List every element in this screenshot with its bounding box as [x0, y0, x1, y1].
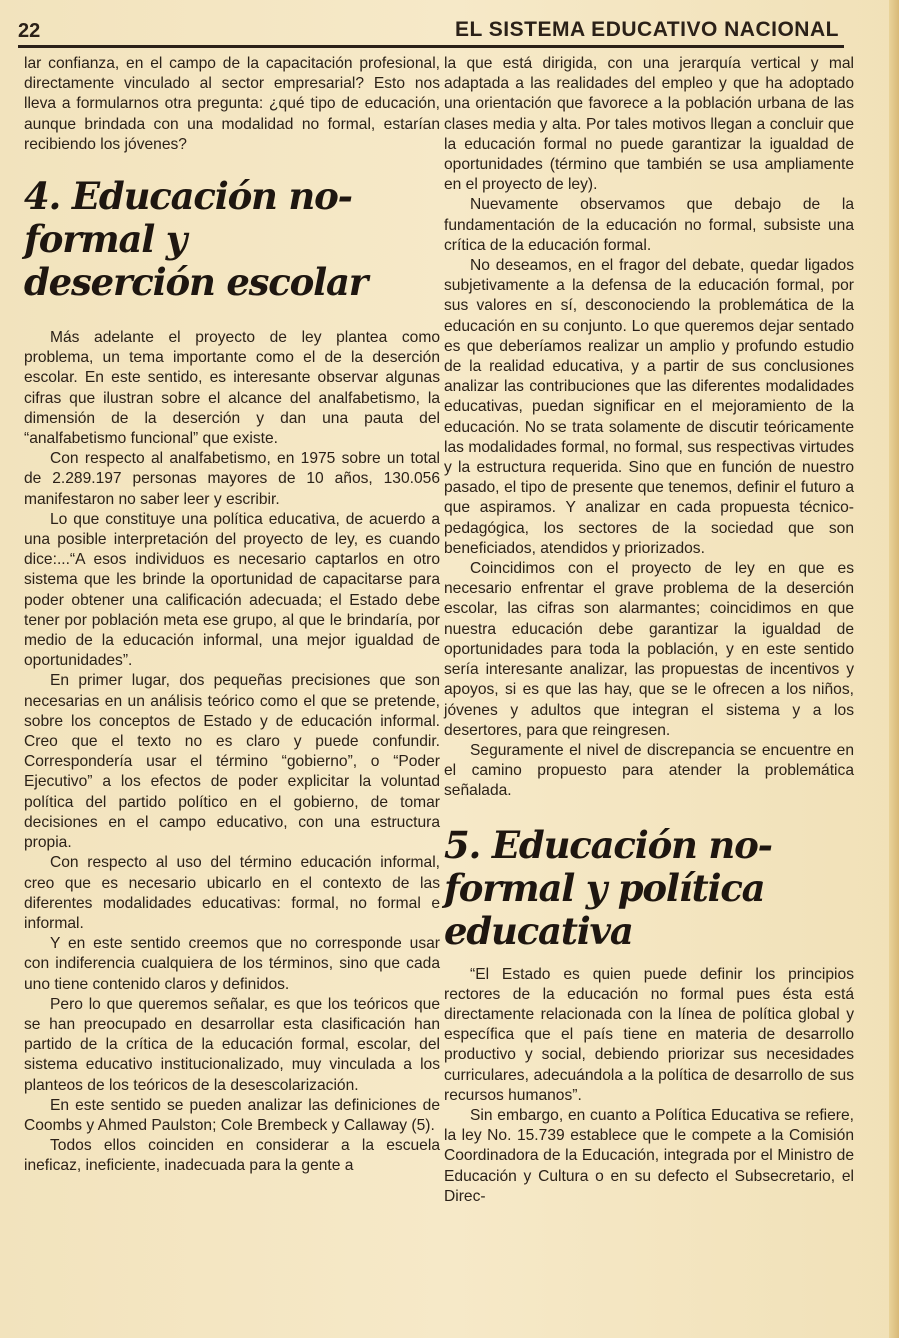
paragraph: Seguramente el nivel de discrepancia se encuentre en el camino propuesto para atender la problemática señalada.: [444, 741, 854, 800]
paragraph: En este sentido se pueden analizar las definiciones de Coombs y Ahmed Paulston; Cole Brembeck y Callaway (5).: [24, 1096, 440, 1134]
paragraph: Coincidimos con el proyecto de ley en que es necesario enfrentar el grave problema de la deserción escolar, las cifras son alarmantes; coincidimos en que nuestra educación debe garantizar la igualdad de oportunidades para toda la población, y en este sentido sería interesante analizar, las propuestas de incentivos y apoyos, si es que las hay, que se le ofrecen a los niños, jóvenes y adultos que integran el sistema y a los desertores, para que reingresen.: [444, 560, 854, 739]
paragraph: No deseamos, en el fragor del debate, quedar ligados subjetivamente a la defensa de la educación formal, por sus valores en sí, desconociendo la problemática de la educación en su conjunto. Lo que queremos dejar sentado es que deberíamos realizar un amplio y profundo estudio de la realidad educativa, y a partir de sus conclusiones analizar las contribuciones que las diferentes modalidades educativas, puedan significar en el mejoramiento de la educación. No se trata solamente de discutir teóricamente las modalidades formal, no formal, sus respectivas virtudes y la estructura requerida. Sino que en función de nuestro pasado, el tipo de presente que tenemos, definir el futuro a que aspiramos. Y analizar en cada propuesta técnico-pedagógica, los sectores de la sociedad que son beneficiados, atendidos y priorizados.: [444, 257, 854, 557]
paragraph: Nuevamente observamos que debajo de la fundamentación de la educación no formal, subsiste una crítica de la educación formal.: [444, 196, 854, 254]
paragraph: Con respecto al uso del término educación informal, creo que es necesario ubicarlo en el contexto de las diferentes modalidades educativas: formal, no formal e informal.: [24, 854, 440, 932]
paragraph: Y en este sentido creemos que no corresponde usar con indiferencia cualquiera de los términos, sino que cada uno tiene contenido claros y definidos.: [24, 935, 440, 993]
paragraph: Con respecto al analfabetismo, en 1975 sobre un total de 2.289.197 personas mayores de 10 años, 130.056 manifestaron no saber leer y escribir.: [24, 450, 440, 508]
paragraph: Más adelante el proyecto de ley plantea como problema, un tema importante como el de la deserción escolar. En este sentido, es interesante observar algunas cifras que ilustran sobre el alcance del analfabetismo, la dimensión de la deserción y dan una pauta del “analfabetismo funcional” que existe.: [24, 329, 440, 448]
page-edge: [889, 0, 899, 1338]
paragraph-continued: la que está dirigida, con una jerarquía vertical y mal adaptada a las realidades del empleo y que ha adoptado una orientación que favorece a la población urbana de las clases media y alta. Por tales motivos llegan a concluir que la educación formal no puede garantizar la igualdad de oportunidades (término que también se usa ampliamente en el proyecto de ley).: [444, 55, 854, 194]
section-heading-4: 4. Educación no-formal y deserción escolar: [24, 174, 368, 305]
running-header: EL SISTEMA EDUCATIVO NACIONAL: [455, 18, 839, 41]
paragraph: Lo que constituye una política educativa, de acuerdo a una posible interpretación del proyecto de ley, es cuando dice:...“A esos individuos es necesario captarlos en otro sistema que les brinde la oportunidad de capacitarse para poder obtener una calificación adecuada; el Estado debe tener por población meta ese grupo, al que le brindaría, por medio de la educación informal, una mejor igualdad de oportunidades”.: [24, 510, 440, 670]
paragraph: Pero lo que queremos señalar, es que los teóricos que se han preocupado en desarrollar esta clasificación han partido de la crítica de la educación formal, escolar, del sistema educativo institucionalizado, muy vinculada a los planteos de los teóricos de la desescolarización.: [24, 995, 440, 1094]
header-rule: [18, 45, 844, 48]
paragraph: Todos ellos coinciden en considerar a la escuela ineficaz, ineficiente, inadecuada para la gente a: [24, 1137, 440, 1175]
left-column: [24, 54, 440, 1177]
section-heading-5: 5. Educación no-formal y política educativa: [444, 822, 772, 953]
right-column: [444, 54, 854, 1207]
paragraph-intro: lar confianza, en el campo de la capacitación profesional, directamente vinculado al sector empresarial? Esto nos lleva a formularnos otra pregunta: ¿qué tipo de educación, aunque brindada con una modalidad no formal, estarían recibiendo los jóvenes?: [24, 55, 440, 153]
paragraph: En primer lugar, dos pequeñas precisiones que son necesarias en un análisis teórico como el que se pretende, sobre los conceptos de Estado y de educación informal. Creo que el texto no es claro y puede confundir. Correspondería usar el término “gobierno”, o “Poder Ejecutivo” a los efectos de poder explicitar la voluntad política del partido político en el gobierno, de tomar decisiones en el campo educativo, con una estructura propia.: [24, 672, 440, 852]
paragraph: Sin embargo, en cuanto a Política Educativa se refiere, la ley No. 15.739 establece que le compete a la Comisión Coordinadora de la Educación, integrada por el Ministro de Educación y Cultura o en su defecto el Subsecretario, el Direc-: [444, 1106, 854, 1205]
paragraph: “El Estado es quien puede definir los principios rectores de la educación no formal pues ésta está directamente relacionada con la línea de política global y específica que el país tiene en materia de desarrollo productivo y social, debiendo priorizar sus necesidades curriculares, adecuándola a la política de desarrollo de sus recursos humanos”.: [444, 965, 854, 1104]
page-number: 22: [18, 20, 41, 42]
